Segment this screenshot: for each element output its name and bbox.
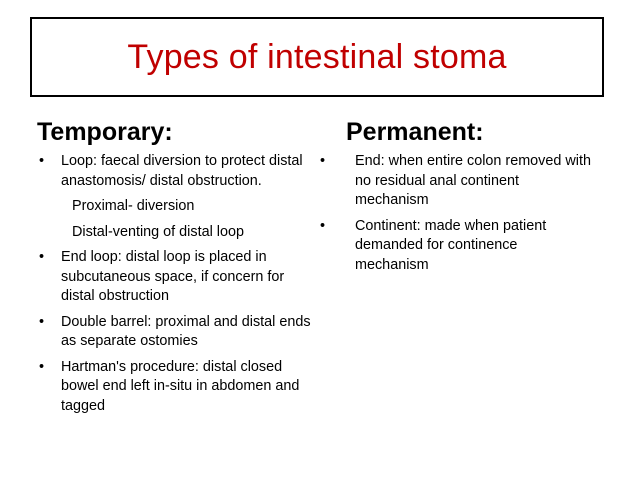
list-item <box>37 152 327 191</box>
list-item-line: mechanism <box>355 256 429 273</box>
temporary-list <box>37 152 327 416</box>
bullet: • <box>320 217 326 234</box>
slide-title: Types of intestinal stoma <box>127 37 507 76</box>
list-item-line: Hartman's procedure: distal closed <box>61 358 283 375</box>
list-item-line: Loop: faecal diversion to protect distal <box>61 153 303 169</box>
list-item-line: anastomosis/ distal obstruction. <box>61 172 262 189</box>
list-item <box>318 152 608 211</box>
list-item-line: demanded for continence <box>355 237 518 253</box>
list-item-line: mechanism <box>355 192 429 208</box>
list-item-line: End: when entire colon removed with <box>355 153 591 169</box>
list-item-line: distal obstruction <box>61 288 169 304</box>
list-item-line: Double barrel: proximal and distal ends <box>61 313 311 330</box>
list-item <box>37 313 327 352</box>
title-box <box>30 17 604 97</box>
list-item-line: bowel end left in-situ in abdomen and <box>61 378 300 394</box>
bullet: • <box>39 358 45 375</box>
bullet: • <box>39 313 45 330</box>
temporary-heading: Temporary: <box>37 118 173 146</box>
bullet: • <box>39 249 45 265</box>
list-item-line: subcutaneous space, if concern for <box>61 268 285 285</box>
list-item-line: Continent: made when patient <box>355 217 547 234</box>
sub-item: Proximal- diversion <box>72 198 195 214</box>
permanent-heading: Permanent: <box>346 118 484 146</box>
sub-item: Distal-venting of distal loop <box>72 223 244 240</box>
list-item-line: tagged <box>61 397 106 414</box>
bullet: • <box>39 153 45 169</box>
list-item <box>37 248 327 307</box>
list-item <box>318 217 608 276</box>
list-item-line: End loop: distal loop is placed in <box>61 249 267 265</box>
list-item-line: no residual anal continent <box>355 172 520 189</box>
list-item <box>37 358 327 417</box>
bullet: • <box>320 153 326 169</box>
permanent-list <box>318 152 608 275</box>
list-item-line: as separate ostomies <box>61 333 198 349</box>
